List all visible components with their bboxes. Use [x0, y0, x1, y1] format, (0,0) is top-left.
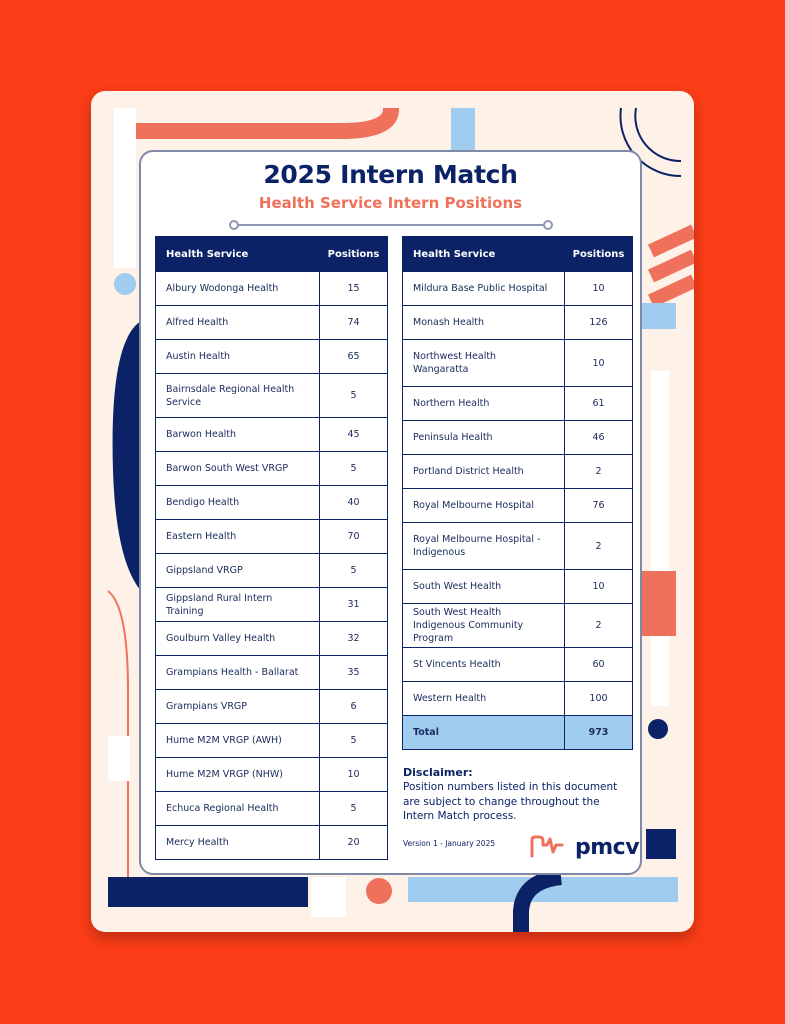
health-service-cell: Hume M2M VRGP (AWH) — [156, 724, 320, 758]
positions-table-right — [402, 236, 633, 750]
table-header-row — [156, 237, 388, 272]
positions-cell: 31 — [320, 588, 388, 622]
page-title: 2025 Intern Match — [263, 160, 518, 189]
table-row — [403, 648, 633, 682]
health-service-cell: Mercy Health — [156, 826, 320, 860]
health-service-cell: Bendigo Health — [156, 486, 320, 520]
table-row — [156, 418, 388, 452]
table-row — [403, 682, 633, 716]
health-service-cell: Bairnsdale Regional Health Service — [156, 374, 320, 418]
health-service-cell: St Vincents Health — [403, 648, 565, 682]
version-label: Version 1 - January 2025 — [403, 839, 496, 848]
health-service-cell: Gippsland VRGP — [156, 554, 320, 588]
health-service-cell: Eastern Health — [156, 520, 320, 554]
page-subtitle: Health Service Intern Positions — [258, 194, 523, 212]
total-label: Total — [403, 716, 565, 750]
table-row — [156, 272, 388, 306]
health-service-cell: Barwon South West VRGP — [156, 452, 320, 486]
health-service-cell: Northwest Health Wangaratta — [403, 340, 565, 387]
deco-coral-arc-top — [136, 108, 391, 131]
deco-white-bar-right — [651, 371, 669, 706]
table-row — [156, 306, 388, 340]
table-row — [403, 387, 633, 421]
health-service-cell: Monash Health — [403, 306, 565, 340]
table-row — [403, 340, 633, 387]
positions-cell: 35 — [320, 656, 388, 690]
deco-coral-bar-right — [641, 571, 676, 636]
health-service-cell: Barwon Health — [156, 418, 320, 452]
health-service-cell: Portland District Health — [403, 455, 565, 489]
table-row — [156, 554, 388, 588]
positions-cell: 10 — [565, 340, 633, 387]
pmcv-logo — [529, 834, 639, 860]
positions-cell: 65 — [320, 340, 388, 374]
table-row — [156, 656, 388, 690]
health-service-cell: Goulburn Valley Health — [156, 622, 320, 656]
positions-cell: 10 — [565, 272, 633, 306]
table-row — [156, 758, 388, 792]
positions-cell: 45 — [320, 418, 388, 452]
table-row — [156, 622, 388, 656]
positions-cell: 60 — [565, 648, 633, 682]
table-row — [156, 340, 388, 374]
table-row — [403, 421, 633, 455]
table-header-row — [403, 237, 633, 272]
disclaimer-title: Disclaimer: — [403, 766, 473, 779]
health-service-cell: Northern Health — [403, 387, 565, 421]
positions-cell: 10 — [565, 570, 633, 604]
table-row — [156, 724, 388, 758]
table-row — [156, 520, 388, 554]
table-row — [403, 570, 633, 604]
positions-cell: 70 — [320, 520, 388, 554]
positions-cell: 2 — [565, 604, 633, 648]
table-row — [156, 690, 388, 724]
deco-white-block-bottom — [311, 877, 346, 917]
deco-navy-half-circle — [113, 321, 141, 591]
total-value: 973 — [565, 716, 633, 750]
title-divider — [229, 220, 553, 230]
table-row — [403, 523, 633, 570]
positions-cell: 6 — [320, 690, 388, 724]
header-positions: Positions — [565, 237, 633, 272]
deco-blue-dot-left — [114, 273, 136, 295]
table-row — [403, 604, 633, 648]
table-row — [403, 272, 633, 306]
pmcv-logo-text: pmcv — [575, 834, 640, 860]
deco-navy-block-bottom-right — [646, 829, 676, 859]
table-row — [156, 452, 388, 486]
positions-cell: 40 — [320, 486, 388, 520]
header-health-service: Health Service — [156, 237, 320, 272]
health-service-cell: Albury Wodonga Health — [156, 272, 320, 306]
health-service-cell: Echuca Regional Health — [156, 792, 320, 826]
table-row — [156, 374, 388, 418]
positions-cell: 5 — [320, 724, 388, 758]
positions-cell: 5 — [320, 554, 388, 588]
positions-cell: 61 — [565, 387, 633, 421]
disclaimer-text: Position numbers listed in this document are subject to change throughout the Intern Match process. — [403, 781, 618, 822]
health-service-cell: Alfred Health — [156, 306, 320, 340]
deco-coral-stripes-right — [651, 231, 694, 301]
table-row — [156, 792, 388, 826]
table-row — [156, 486, 388, 520]
positions-cell: 76 — [565, 489, 633, 523]
table-row — [156, 588, 388, 622]
health-service-cell: Western Health — [403, 682, 565, 716]
positions-cell: 2 — [565, 523, 633, 570]
table-row — [403, 306, 633, 340]
table-row — [403, 489, 633, 523]
health-service-cell: South West Health — [403, 570, 565, 604]
health-service-cell: Gippsland Rural Intern Training — [156, 588, 320, 622]
positions-cell: 5 — [320, 452, 388, 486]
health-service-cell: Royal Melbourne Hospital — [403, 489, 565, 523]
deco-navy-arc-bottom — [521, 877, 561, 932]
health-service-cell: Hume M2M VRGP (NHW) — [156, 758, 320, 792]
positions-cell: 32 — [320, 622, 388, 656]
table-row — [156, 826, 388, 860]
deco-white-bar-left — [114, 108, 136, 268]
positions-cell: 126 — [565, 306, 633, 340]
positions-table-left — [155, 236, 388, 860]
positions-card — [139, 150, 642, 875]
total-row — [403, 716, 633, 750]
health-service-cell: Austin Health — [156, 340, 320, 374]
deco-blue-bar-right — [641, 303, 676, 329]
header-health-service: Health Service — [403, 237, 565, 272]
positions-cell: 2 — [565, 455, 633, 489]
pmcv-logo-icon — [529, 834, 573, 860]
positions-cell: 10 — [320, 758, 388, 792]
positions-cell: 15 — [320, 272, 388, 306]
deco-navy-dot-right — [648, 719, 668, 739]
health-service-cell: Peninsula Health — [403, 421, 565, 455]
positions-cell: 20 — [320, 826, 388, 860]
health-service-cell: Grampians VRGP — [156, 690, 320, 724]
positions-cell: 5 — [320, 374, 388, 418]
health-service-cell: Royal Melbourne Hospital - Indigenous — [403, 523, 565, 570]
deco-coral-dot-bottom — [366, 878, 392, 904]
table-row — [403, 455, 633, 489]
positions-cell: 46 — [565, 421, 633, 455]
health-service-cell: South West Health Indigenous Community Program — [403, 604, 565, 648]
health-service-cell: Grampians Health - Ballarat — [156, 656, 320, 690]
positions-cell: 74 — [320, 306, 388, 340]
positions-cell: 100 — [565, 682, 633, 716]
positions-cell: 5 — [320, 792, 388, 826]
health-service-cell: Mildura Base Public Hospital — [403, 272, 565, 306]
header-positions: Positions — [320, 237, 388, 272]
deco-white-block-left — [108, 736, 130, 781]
